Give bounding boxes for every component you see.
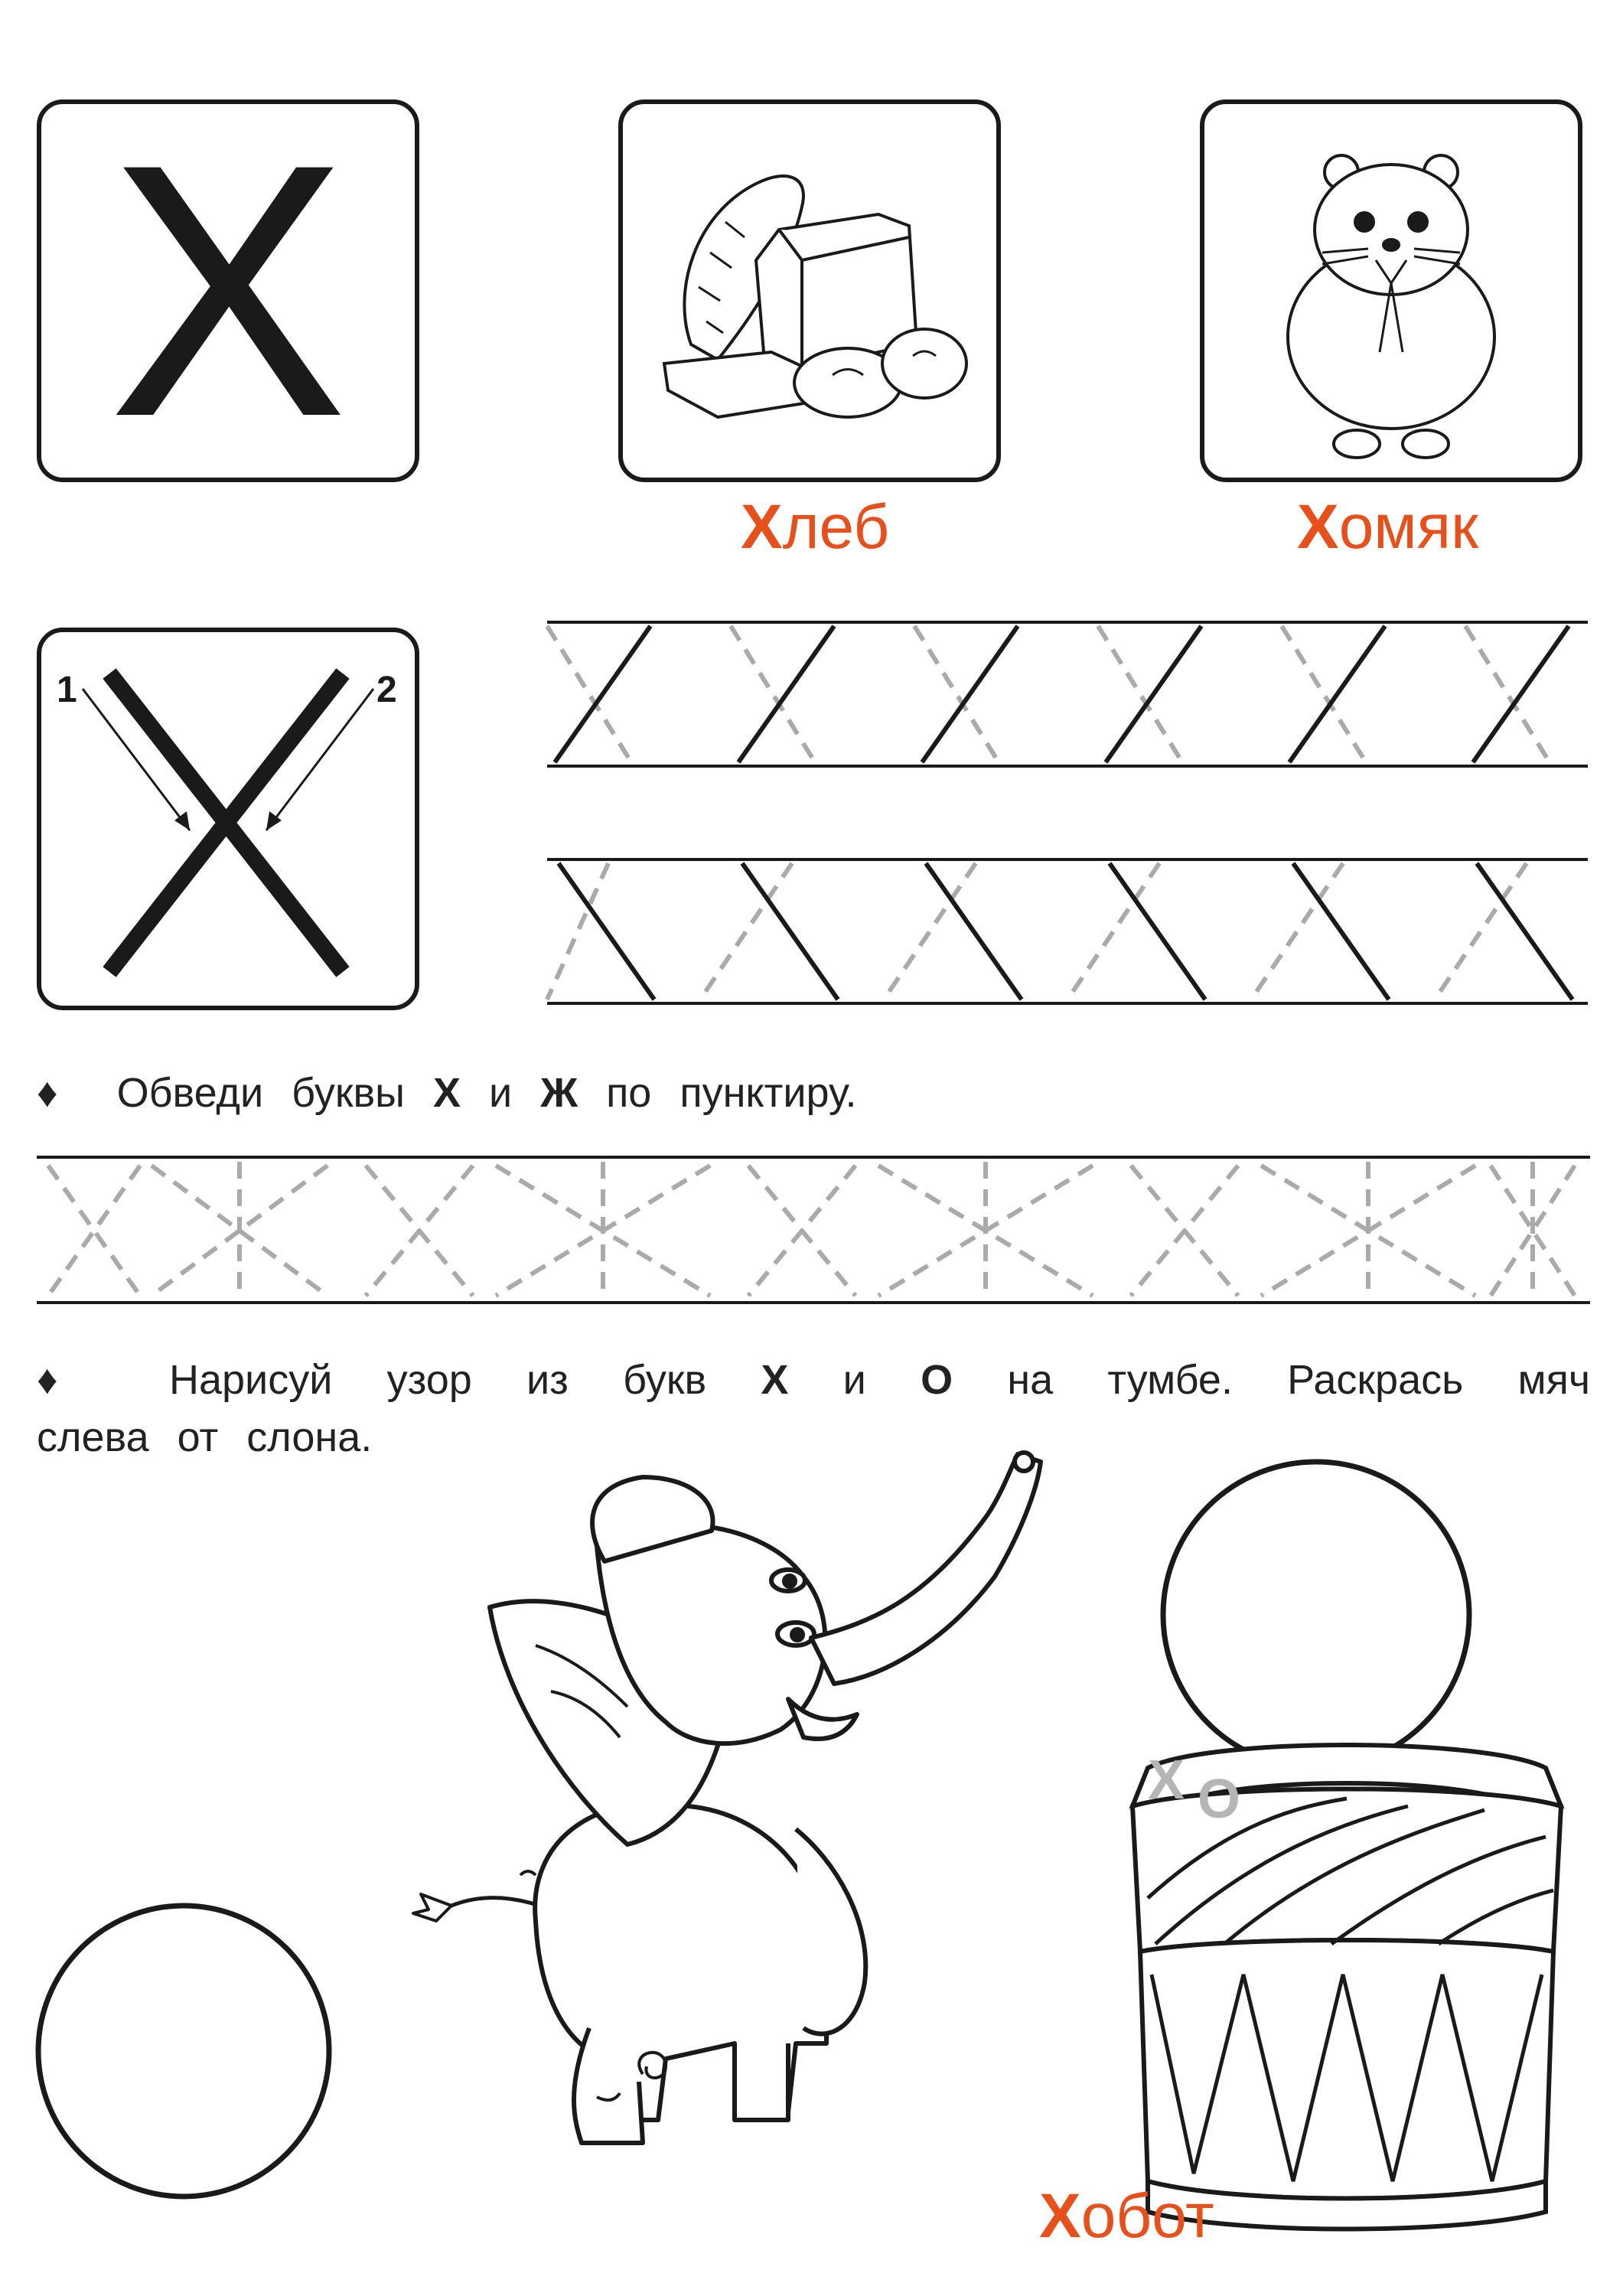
hamster-card [1200, 99, 1582, 482]
big-letter-x: Х [108, 90, 348, 491]
letter-card [37, 90, 419, 491]
instruction-draw-line2: слева от слона. [37, 1414, 373, 1460]
stroke-order-card [37, 628, 419, 1010]
bread-word: Хлеб [741, 492, 890, 562]
instruction-trace: ♦ Обведи буквы Х и Ж по пунктиру. [37, 1070, 857, 1116]
stroke-number-1: 1 [57, 670, 77, 710]
elephant-illustration [337, 1446, 1178, 2212]
hamster-icon [1200, 99, 1582, 482]
trunk-word: Хобот [1039, 2181, 1214, 2251]
instruction-draw: ♦ Нарисуй узор из букв Х и О на тумбе. Раскрась мяч [37, 1357, 1590, 1403]
stroke-number-2: 2 [376, 670, 397, 710]
stroke-order-x [37, 628, 419, 1010]
pedestal-hint-o: О [1198, 1769, 1241, 1830]
tracing-row-backslash[interactable] [547, 856, 1588, 1009]
bread-icon [618, 99, 1001, 482]
pedestal-hint-x: Х [1148, 1750, 1185, 1811]
ball-left[interactable] [31, 1898, 337, 2204]
hamster-word: Хомяк [1297, 492, 1478, 562]
tracing-row-letters[interactable] [37, 1154, 1590, 1307]
bread-card [618, 99, 1001, 482]
pedestal[interactable] [1133, 1722, 1561, 2242]
bullet-diamond: ♦ [37, 1070, 58, 1116]
bullet-diamond: ♦ [37, 1357, 84, 1403]
tracing-row-slash[interactable] [547, 618, 1588, 771]
